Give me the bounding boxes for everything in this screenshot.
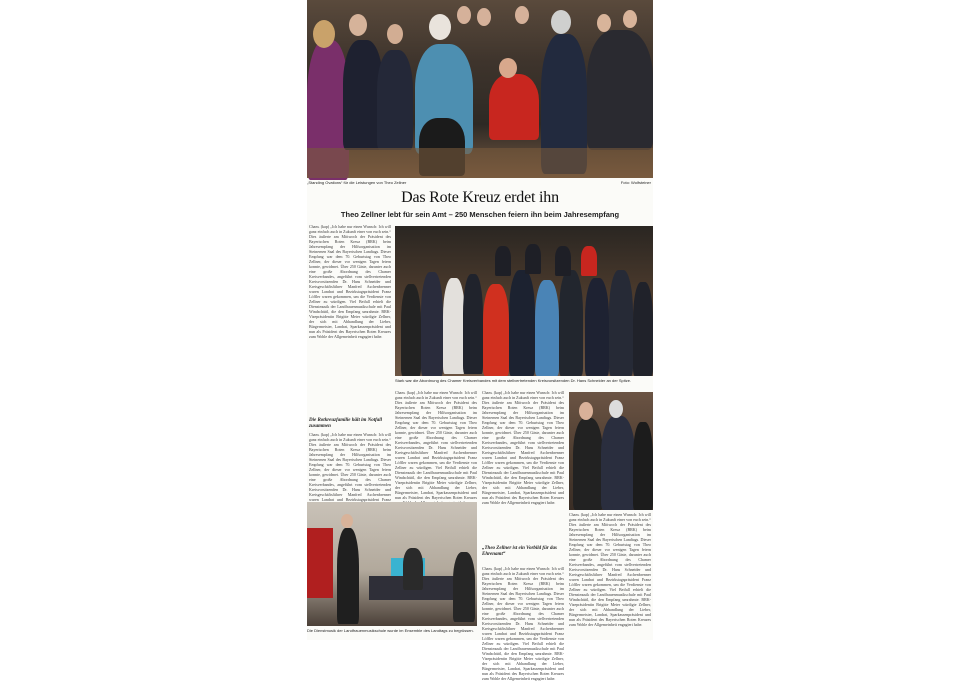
music-photo-caption: Die Dienstmusik der Landfrauenmusikschule wurde im Ensemble des Landtags zu begrüssen. — [307, 628, 474, 633]
group-photo-caption: Stark war die Abordnung des Chamer Kreisverbandes mit dem stellvertretenden Kreisvorsitzenden Dr. Hans Schneider an der Spitze. — [395, 378, 632, 383]
body-column-1-continued: Cham. (kap) „Ich habe nur einen Wunsch: Ich will ganz einfach auch in Zukunft einer von euch sein.“ Dies äußerte am Mittwoch der Präsident des Bayerischen Roten Kreuz (BRK) beim Jahresempfang der Hilfsorganisation im Steinernen Saal des Bayerischen Landtags. Dieser Empfang war dem 70. Geburtstag von Theo Zellner, der dieser vor wenigen Tagen feiern konnte, gewidmet. Über 250 Gäste, darunter auch eine große Abordnung des Chamer Kreisverbandes, angeführt vom stellvertretenden Kreisvorsitzenden Dr. Hans Schneider und Kreisgeschäftsführer Manfred Aschenbrenner waren Landrat und Bezirkstagspräsident Franz — [309, 432, 391, 502]
top-photo-caption: „Standing Ovations“ für die Leistungen von Theo Zellner — [307, 180, 407, 185]
top-photo-credit: Foto: Wolfsteiner — [620, 180, 651, 185]
group-photo — [395, 226, 653, 376]
subheadline: Theo Zellner lebt für sein Amt – 250 Menschen feiern ihn beim Jahresempfang — [340, 210, 620, 219]
headline: Das Rote Kreuz erdet ihn — [401, 189, 559, 206]
body-column-4: Cham. (kap) „Ich habe nur einen Wunsch: Ich will ganz einfach auch in Zukunft einer von euch sein.“ Dies äußerte am Mittwoch der Präsident des Bayerischen Roten Kreuz (BRK) beim Jahresempfang der Hilfsorganisation im Steinernen Saal des Bayerischen Landtags. Dieser Empfang war dem 70. Geburtstag von Theo Zellner, der dieser vor wenigen Tagen feiern konnte, gewidmet. Über 250 Gäste, darunter auch eine große Abordnung des Chamer Kreisverbandes, angeführt vom stellvertretenden Kreisvorsitzenden Dr. Hans Schneider und Kreisgeschäftsführer Manfred Aschenbrenner waren Landrat und Bezirkstagspräsident Franz Löffler waren gekommen, um die Verdienste von Zellner zu würdigen. Viel Beifall erhielt die Dienstmusik der Landfrauenmusikschule mit Paul Windschüttl, die den Empfang umrahmte. BRK-Vizepräsidentin Brigitte Meier würdigte Zellner, der sich mit Abhandlung der Lieber, Bürgermeister, Landrat, Sparkassenpräsident und nun als Präsident des Bayerischen Roten Kreuzes zum Wohle der Allgemeinheit engagiert habe. — [569, 512, 651, 627]
top-photo — [307, 0, 653, 178]
music-photo — [307, 502, 477, 626]
subhead-rotkreuzfamilie: Die Rotkreuzfamilie hält im Notfall zusammen — [309, 418, 383, 429]
body-column-2: Cham. (kap) „Ich habe nur einen Wunsch: Ich will ganz einfach auch in Zukunft einer von euch sein.“ Dies äußerte am Mittwoch der Präsident des Bayerischen Roten Kreuz (BRK) beim Jahresempfang der Hilfsorganisation im Steinernen Saal des Bayerischen Landtags. Dieser Empfang war dem 70. Geburtstag von Theo Zellner, der dieser vor wenigen Tagen feiern konnte, gewidmet. Über 250 Gäste, darunter auch eine große Abordnung des Chamer Kreisverbandes, angeführt vom stellvertretenden Kreisvorsitzenden Dr. Hans Schneider und Kreisgeschäftsführer Manfred Aschenbrenner waren Landrat und Bezirkstagspräsident Franz Löffler waren gekommen, um die Verdienste von Zellner zu würdigen. Viel Beifall erhielt die Dienstmusik der Landfrauenmusikschule mit Paul Windschüttl, die den Empfang umrahmte. BRK-Vizepräsidentin Brigitte Meier würdigte Zellner, der sich mit Abhandlung der Lieber, Bürgermeister, Landrat, Sparkassenpräsident und nun als Präsident des Bayerischen Roten Kreuzes — [395, 390, 477, 500]
newspaper-clipping — [307, 0, 653, 681]
subhead-vorbild: „Theo Zellner ist ein Vorbild für das Ehrenamt“ — [482, 546, 558, 557]
body-column-3-continued: Cham. (kap) „Ich habe nur einen Wunsch: Ich will ganz einfach auch in Zukunft einer von euch sein.“ Dies äußerte am Mittwoch der Präsident des Bayerischen Roten Kreuz (BRK) beim Jahresempfang der Hilfsorganisation im Steinernen Saal des Bayerischen Landtags. Dieser Empfang war dem 70. Geburtstag von Theo Zellner, der dieser vor wenigen Tagen feiern konnte, gewidmet. Über 250 Gäste, darunter auch eine große Abordnung des Chamer Kreisverbandes, angeführt vom stellvertretenden Kreisvorsitzenden Dr. Hans Schneider und Kreisgeschäftsführer Manfred Aschenbrenner waren Landrat und Bezirkstagspräsident Franz Löffler waren gekommen, um die Verdienste von Zellner zu würdigen. Viel Beifall erhielt die Dienstmusik der Landfrauenmusikschule mit Paul Windschüttl, die den Empfang umrahmte. BRK-Vizepräsidentin Brigitte Meier würdigte Zellner, der sich mit Abhandlung der Lieber, Bürgermeister, Landrat, Sparkassenpräsident und nun als Präsident des Bayerischen Roten Kreuzes zum Wohle der Allgemeinheit engagiert habe. — [482, 566, 564, 681]
body-column-1: Cham. (kap) „Ich habe nur einen Wunsch: Ich will ganz einfach auch in Zukunft einer von euch sein.“ Dies äußerte am Mittwoch der Präsident des Bayerischen Roten Kreuz (BRK) beim Jahresempfang der Hilfsorganisation im Steinernen Saal des Bayerischen Landtags. Dieser Empfang war dem 70. Geburtstag von Theo Zellner, der dieser vor wenigen Tagen feiern konnte, gewidmet. Über 250 Gäste, darunter auch eine große Abordnung des Chamer Kreisverbandes, angeführt vom stellvertretenden Kreisvorsitzenden Dr. Hans Schneider und Kreisgeschäftsführer Manfred Aschenbrenner waren Landrat und Bezirkstagspräsident Franz Löffler waren gekommen, um die Verdienste von Zellner zu würdigen. Viel Beifall erhielt die Dienstmusik der Landfrauenmusikschule mit Paul Windschüttl, die den Empfang umrahmte. BRK-Vizepräsidentin Brigitte Meier würdigte Zellner, der sich mit Abhandlung der Lieber, Bürgermeister, Landrat, Sparkassenpräsident und nun als Präsident des Bayerischen Roten Kreuzes zum Wohle der Allgemeinheit engagiert habe. — [309, 224, 391, 339]
body-column-3: Cham. (kap) „Ich habe nur einen Wunsch: Ich will ganz einfach auch in Zukunft einer von euch sein.“ Dies äußerte am Mittwoch der Präsident des Bayerischen Roten Kreuz (BRK) beim Jahresempfang der Hilfsorganisation im Steinernen Saal des Bayerischen Landtags. Dieser Empfang war dem 70. Geburtstag von Theo Zellner, der dieser vor wenigen Tagen feiern konnte, gewidmet. Über 250 Gäste, darunter auch eine große Abordnung des Chamer Kreisverbandes, angeführt vom stellvertretenden Kreisvorsitzenden Dr. Hans Schneider und Kreisgeschäftsführer Manfred Aschenbrenner waren Landrat und Bezirkstagspräsident Franz Löffler waren gekommen, um die Verdienste von Zellner zu würdigen. Viel Beifall erhielt die Dienstmusik der Landfrauenmusikschule mit Paul Windschüttl, die den Empfang umrahmte. BRK-Vizepräsidentin Brigitte Meier würdigte Zellner, der sich mit Abhandlung der Lieber, Bürgermeister, Landrat, Sparkassenpräsident und nun als Präsident des Bayerischen Roten Kreuzes zum Wohle der Allgemeinheit engagiert habe. — [482, 390, 564, 505]
handshake-photo — [569, 392, 653, 510]
